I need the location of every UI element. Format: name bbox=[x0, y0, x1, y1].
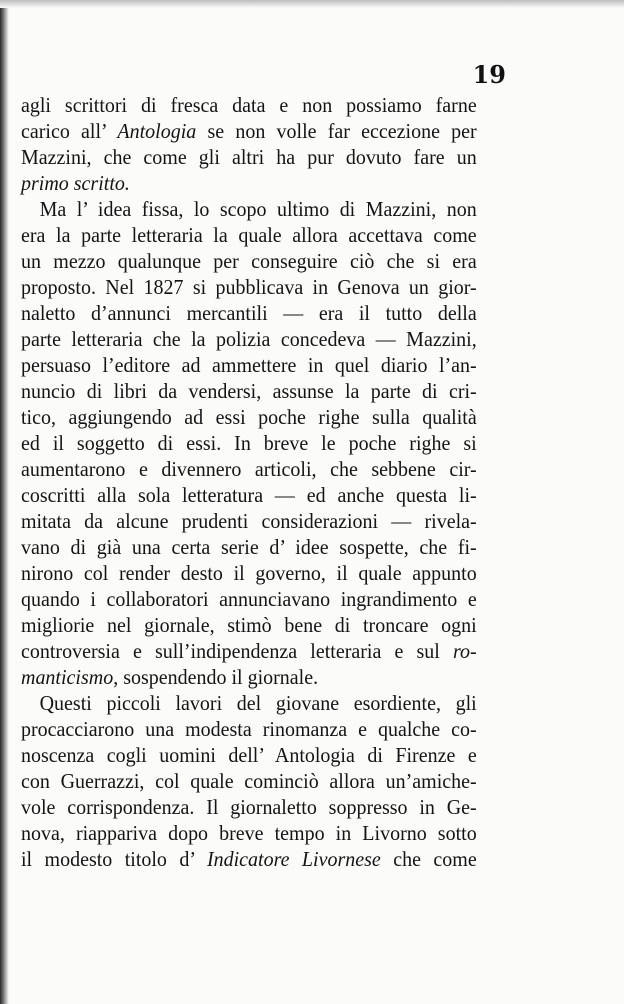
text-line bbox=[21, 664, 477, 690]
text-line bbox=[21, 300, 477, 326]
text-line bbox=[21, 742, 477, 768]
text-run: procacciarono una modesta rinomanza e qualche co- bbox=[21, 717, 477, 741]
text-line bbox=[21, 846, 477, 872]
text-line bbox=[21, 456, 477, 482]
text-line bbox=[21, 430, 477, 456]
text-line bbox=[21, 170, 477, 196]
text-run: che come bbox=[380, 847, 477, 871]
text-run: era la parte letteraria la quale allora accettava come bbox=[21, 223, 477, 247]
text-run: Questi piccoli lavori del giovane esordiente, gli bbox=[39, 691, 477, 715]
text-run: un mezzo qualunque per conseguire ciò che si era bbox=[21, 249, 477, 273]
italic-text: manticismo bbox=[21, 665, 114, 689]
text-line bbox=[21, 716, 477, 742]
text-line bbox=[21, 248, 477, 274]
text-run: il modesto titolo d’ bbox=[21, 847, 207, 871]
italic-text: Indicatore Livornese bbox=[206, 847, 381, 871]
text-line bbox=[21, 820, 477, 846]
text-run: vole corrispondenza. Il giornaletto soppresso in Ge- bbox=[21, 795, 477, 819]
text-line bbox=[21, 196, 477, 222]
text-line bbox=[21, 612, 477, 638]
text-line bbox=[21, 508, 477, 534]
text-run: con Guerrazzi, col quale cominciò allora un’amiche- bbox=[21, 769, 477, 793]
text-line bbox=[21, 638, 477, 664]
text-line bbox=[21, 690, 477, 716]
text-run: naletto d’annunci mercantili — era il tutto della bbox=[21, 301, 477, 325]
text-run: se non volle far eccezione per bbox=[196, 119, 477, 143]
italic-text: Antologia bbox=[117, 119, 197, 143]
text-run: mitata da alcune prudenti considerazioni — rivela- bbox=[21, 509, 477, 533]
text-run: nova, riappariva dopo breve tempo in Livorno sotto bbox=[21, 821, 477, 845]
text-run: noscenza cogli uomini dell’ Antologia di Firenze e bbox=[21, 743, 477, 767]
text-line bbox=[21, 352, 477, 378]
text-line bbox=[21, 378, 477, 404]
text-line bbox=[21, 92, 477, 118]
top-edge-shadow bbox=[0, 0, 624, 8]
text-run: , sospendendo il giornale. bbox=[113, 665, 319, 689]
text-line bbox=[21, 534, 477, 560]
text-run: agli scrittori di fresca data e non possiamo farne bbox=[21, 93, 477, 117]
text-line bbox=[21, 222, 477, 248]
text-run: persuaso l’editore ad ammettere in quel diario l’an- bbox=[21, 353, 477, 377]
book-spine-shadow bbox=[0, 0, 9, 1004]
text-run: ed il soggetto di essi. In breve le poche righe si bbox=[21, 431, 477, 455]
text-line bbox=[21, 118, 477, 144]
text-run: parte letteraria che la polizia concedeva — Mazzini, bbox=[21, 327, 477, 351]
text-run: proposto. Nel 1827 si pubblicava in Genova un gior- bbox=[21, 275, 477, 299]
text-line bbox=[21, 144, 477, 170]
italic-text: primo scritto. bbox=[21, 171, 130, 195]
text-run: vano di già una certa serie d’ idee sospette, che fi- bbox=[21, 535, 477, 559]
text-run: nuncio di libri da vendersi, assunse la parte di cri- bbox=[21, 379, 477, 403]
text-run: tico, aggiungendo ad essi poche righe sulla qualità bbox=[21, 405, 477, 429]
text-run: Ma l’ idea fissa, lo scopo ultimo di Mazzini, non bbox=[39, 197, 477, 221]
page-number: 19 bbox=[472, 60, 506, 89]
text-line bbox=[21, 482, 477, 508]
text-run: migliorie nel giornale, stimò bene di troncare ogni bbox=[21, 613, 477, 637]
text-run: coscritti alla sola letteratura — ed anche questa li- bbox=[21, 483, 477, 507]
italic-text: ro- bbox=[452, 639, 477, 663]
text-run: carico all’ bbox=[21, 119, 118, 143]
text-run: Mazzini, che come gli altri ha pur dovuto fare un bbox=[21, 145, 477, 169]
text-line bbox=[21, 794, 477, 820]
text-line bbox=[21, 586, 477, 612]
text-run: quando i collaboratori annunciavano ingrandimento e bbox=[21, 587, 477, 611]
text-run: nirono col render desto il governo, il quale appunto bbox=[21, 561, 477, 585]
text-line bbox=[21, 326, 477, 352]
text-line bbox=[21, 768, 477, 794]
body-text bbox=[21, 92, 477, 872]
text-run: aumentarono e divennero articoli, che sebbene cir- bbox=[21, 457, 477, 481]
text-line bbox=[21, 274, 477, 300]
text-run: controversia e sull’indipendenza letteraria e sul bbox=[21, 639, 453, 663]
text-line bbox=[21, 404, 477, 430]
text-line bbox=[21, 560, 477, 586]
